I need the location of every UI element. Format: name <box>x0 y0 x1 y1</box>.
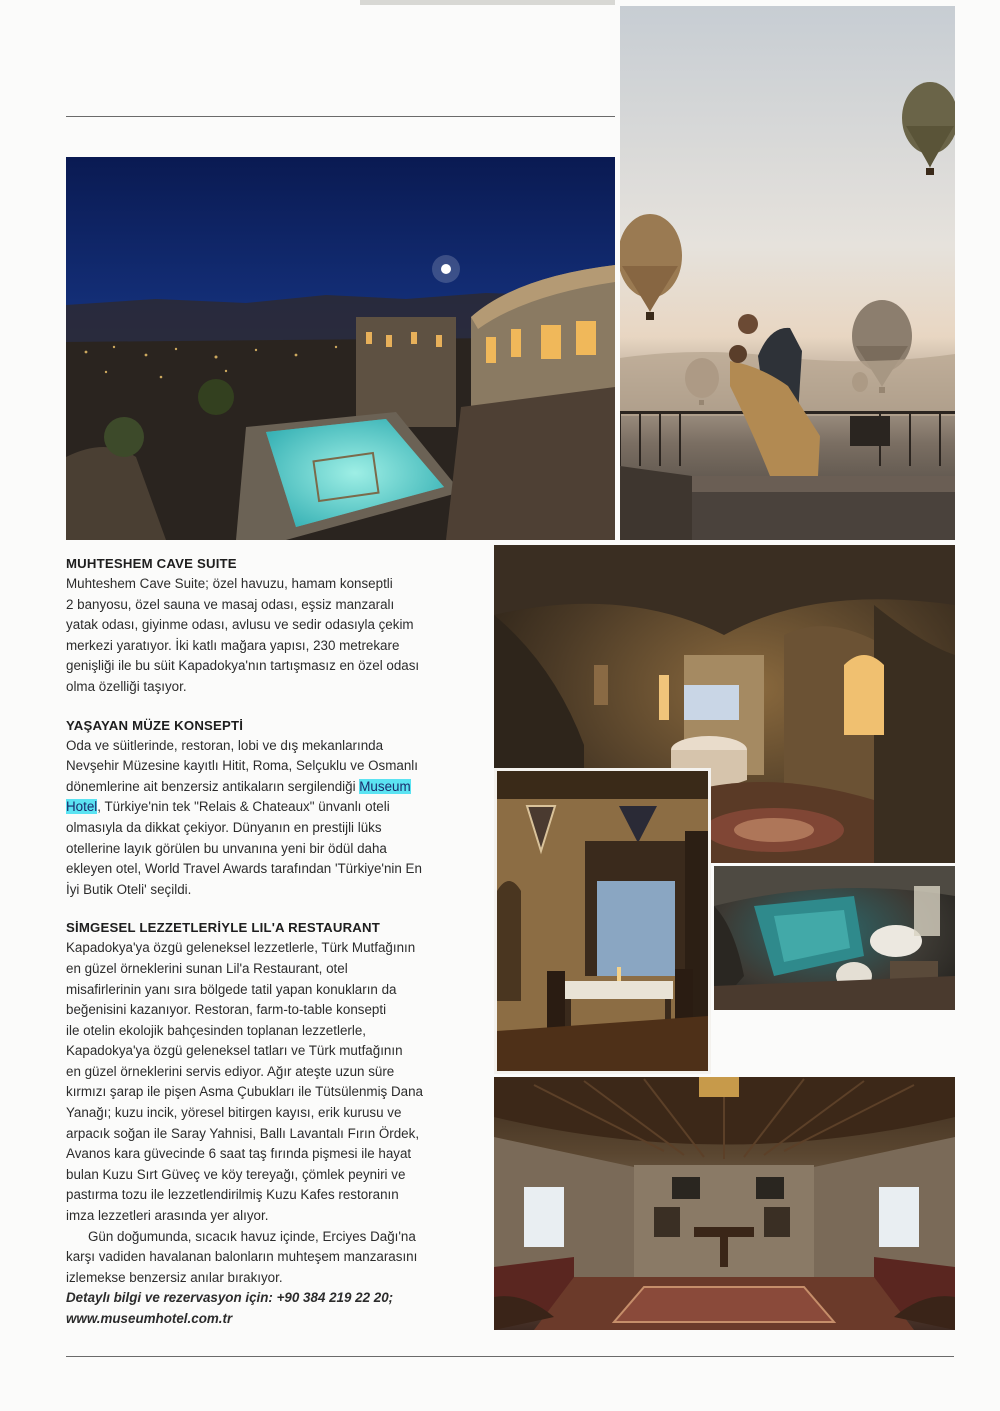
website-link[interactable]: www.museumhotel.com.tr <box>66 1311 233 1326</box>
photo-night-pool-terrace <box>66 157 615 540</box>
text-line: yatak odası, giyinme odası, avlusu ve sedir odasıyla çekim <box>66 617 414 633</box>
heading-muhteshem-cave-suite: MUHTESHEM CAVE SUITE <box>66 556 237 571</box>
bottom-divider <box>66 1356 954 1357</box>
text-line: otellerine layık görülen bu unvanına yeni bir ödül daha <box>66 840 387 856</box>
text-line: ile otelin ekolojik bahçesinden toplanan lezzetlerle, <box>66 1022 366 1038</box>
text-line: imza lezzetleri arasında yer alıyor. <box>66 1208 269 1224</box>
dining-room-illustration <box>497 771 708 1071</box>
highlight-museum: Museum <box>359 778 411 794</box>
text-line: Nevşehir Müzesine kayıtlı Hitit, Roma, Selçuklu ve Osmanlı <box>66 758 418 774</box>
pool-room-illustration <box>714 866 955 1010</box>
heading-yasayan-muze-konsepti: YAŞAYAN MÜZE KONSEPTİ <box>66 717 244 733</box>
text-line: izlemekse benzersiz anılar bırakıyor. <box>66 1269 283 1285</box>
text-line: olma özelliği taşıyor. <box>66 678 187 694</box>
text-line: misafirlerinin yanı sıra bölgede tatil yapan konukların da <box>66 981 397 997</box>
photo-dining-room <box>494 768 711 1074</box>
paragraph-cave-suite <box>66 574 486 698</box>
top-divider <box>66 116 615 117</box>
text-line: bulan Kuzu Sırt Güveç ve köy tereyağı, çömlek peyniri ve <box>66 1166 406 1182</box>
text-span: , Türkiye'nin tek "Relais & Chateaux" ünvanlı oteli <box>97 799 390 815</box>
text-line: genişliği ile bu süit Kapadokya'nın tartışmasız en özel odası <box>66 658 420 674</box>
text-line <box>66 797 486 818</box>
heading-lila-restaurant: SİMGESEL LEZZETLERİYLE LIL'A RESTAURANT <box>66 920 381 936</box>
text-line: Yanağı; kuzu incik, yöresel bitirgen kayısı, erik kurusu ve <box>66 1105 402 1121</box>
text-span: dönemlerine ait benzersiz antikaların sergilendiği <box>66 778 360 794</box>
text-line: pastırma tozu ile lezzetlendirilmiş Kuzu Kafes restoranın <box>66 1187 399 1203</box>
text-line: ekleyen otel, World Travel Awards tarafından 'Türkiye'nin En <box>66 861 422 877</box>
night-pool-illustration <box>66 157 615 540</box>
text-line <box>66 777 486 798</box>
scan-edge <box>360 0 615 5</box>
text-line: karşı vadiden havalanan balonların muhteşem manzarasını <box>66 1249 418 1265</box>
window-view <box>684 685 739 720</box>
text-line: olmasıyla da dikkat çekiyor. Dünyanın en prestijli lüks <box>66 819 382 835</box>
article-text-column <box>66 556 486 1330</box>
highlight-hotel: Hotel <box>66 799 98 815</box>
contact-phone-line: Detaylı bilgi ve rezervasyon için: +90 384 219 22 20; <box>66 1290 394 1306</box>
text-line: Oda ve süitlerinde, restoran, lobi ve dış mekanlarında <box>66 737 384 753</box>
text-line: 2 banyosu, özel sauna ve masaj odası, eşsiz manzaralı <box>66 596 395 612</box>
text-line: beğenisini kazanıyor. Restoran, farm-to-table konsepti <box>66 1002 387 1018</box>
text-line: İyi Butik Oteli' seçildi. <box>66 881 192 897</box>
text-line: kırmızı şarap ile pişen Asma Çubukları ile Tütsülenmiş Dana <box>66 1084 423 1100</box>
text-line: Avanos kara güvecinde 6 saat taş fırında pişmesi ile hayat <box>66 1146 412 1162</box>
photo-balloons-couple-terrace <box>620 6 955 540</box>
text-line: en güzel örneklerini sunan Lil'a Restaurant, otel <box>66 960 348 976</box>
photo-indoor-pool-hamam <box>714 866 955 1010</box>
text-line: Kapadokya'ya özgü geleneksel tatları ve Türk mutfağının <box>66 1043 403 1059</box>
restaurant-hall-illustration <box>494 1077 955 1330</box>
photo-restaurant-hall <box>494 1077 955 1330</box>
paragraph-restaurant <box>66 938 486 1329</box>
balloons-illustration <box>620 6 955 540</box>
text-line: arpacık soğan ile Saray Yahnisi, Ballı Lavantalı Fırın Ördek, <box>66 1125 420 1141</box>
paragraph-museum-concept <box>66 736 486 901</box>
text-line: Gün doğumunda, sıcacık havuz içinde, Erciyes Dağı'na <box>88 1228 416 1244</box>
text-line: merkezi yaratıyor. İki katlı mağara yapısı, 230 metrekare <box>66 637 400 653</box>
text-line: Muhteshem Cave Suite; özel havuzu, hamam konseptli <box>66 576 393 591</box>
text-line: Kapadokya'ya özgü geleneksel lezzetlerle, Türk Mutfağının <box>66 940 416 956</box>
text-line: en güzel örneklerini servis ediyor. Ağır ateşte uzun süre <box>66 1063 395 1079</box>
